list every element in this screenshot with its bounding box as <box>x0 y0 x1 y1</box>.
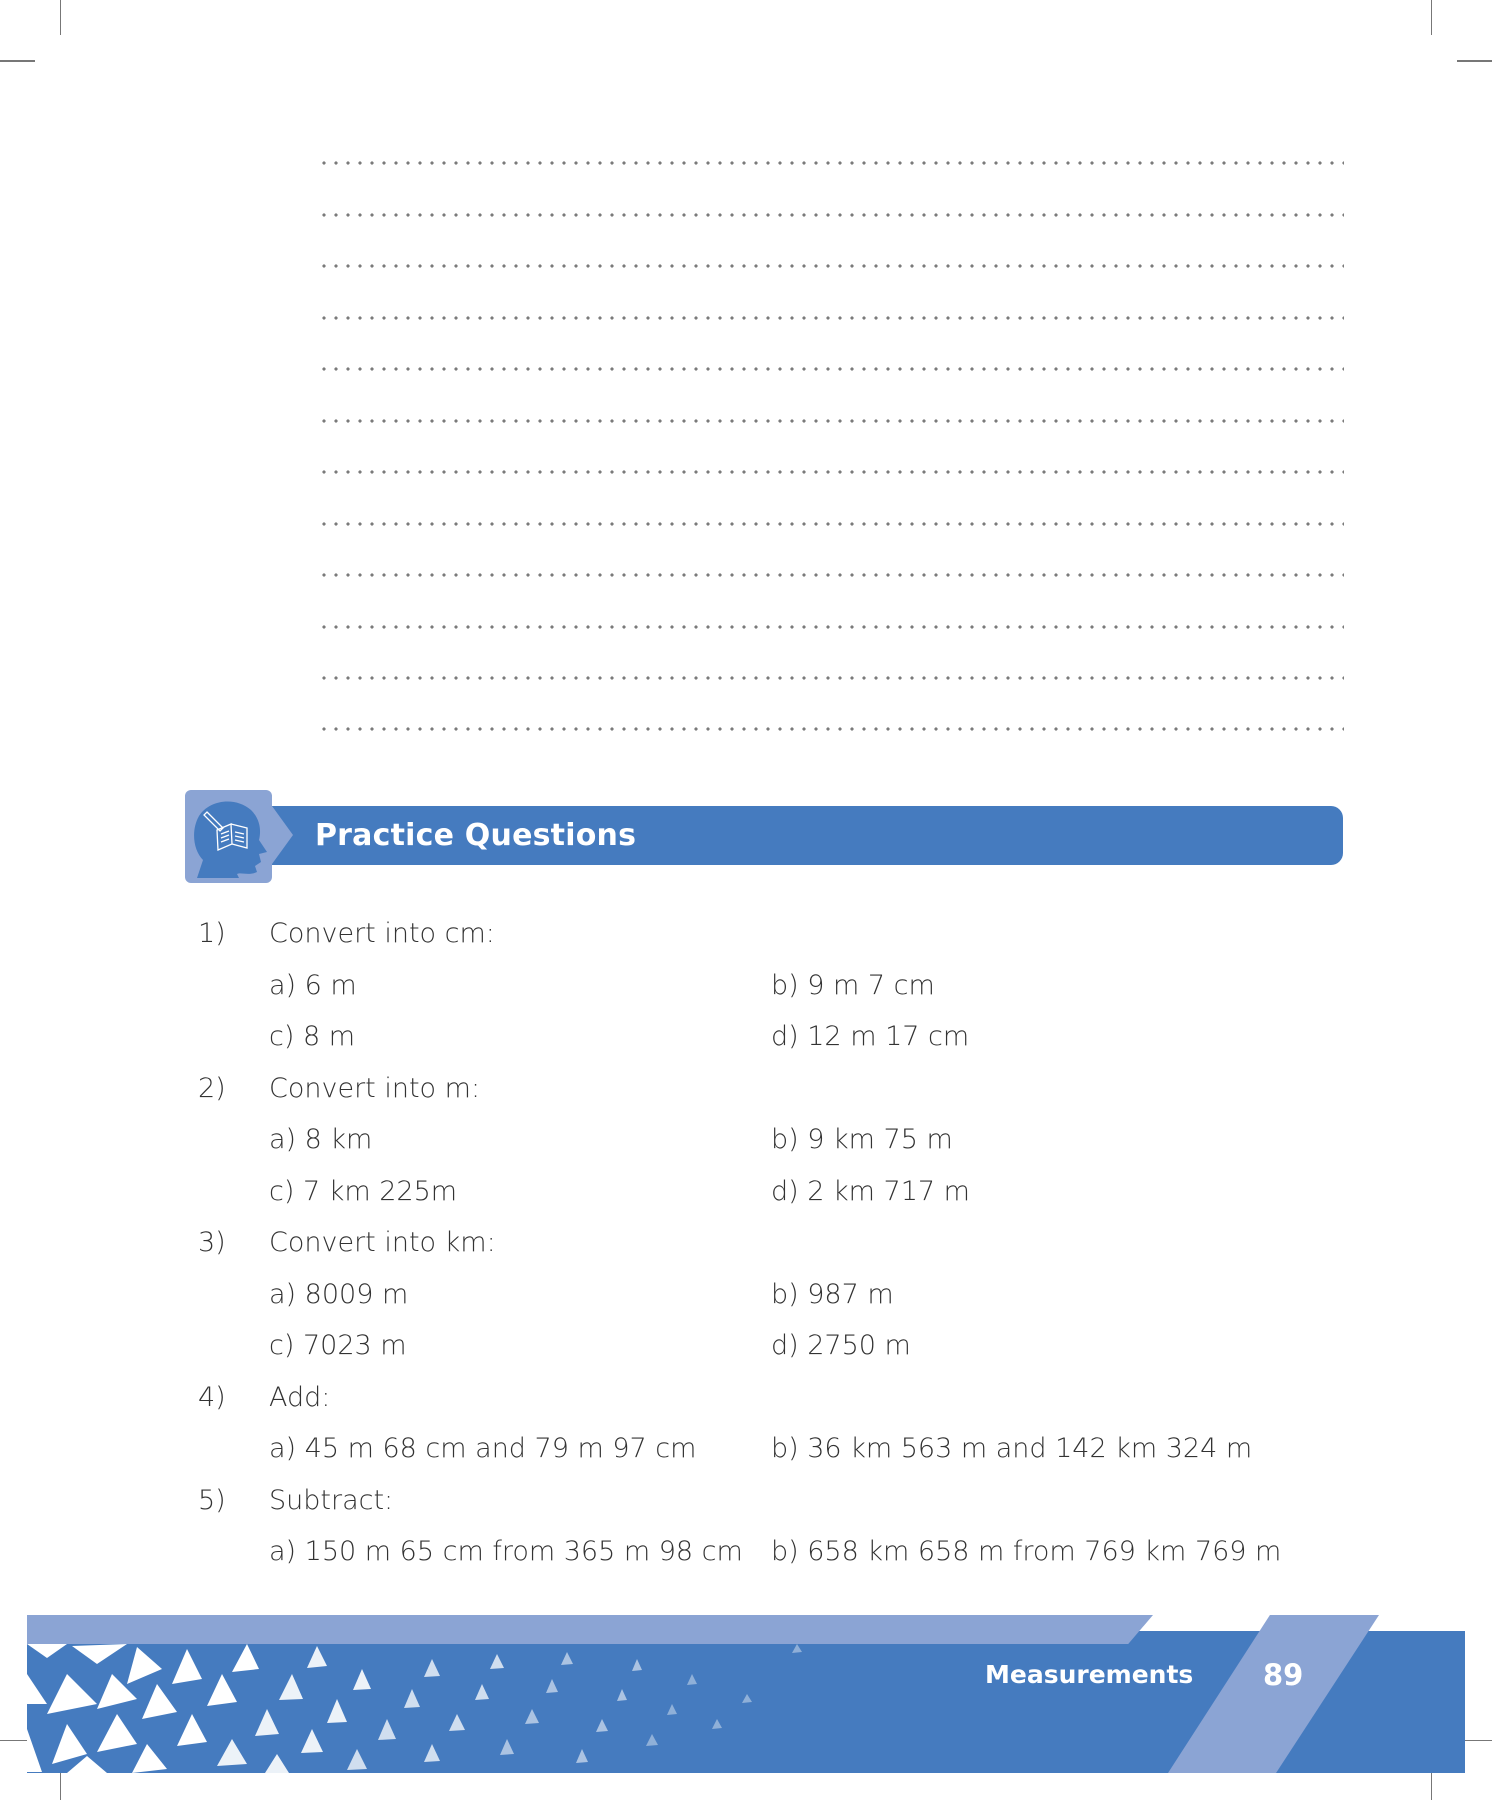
question-number: 4) <box>198 1382 226 1413</box>
answer-line[interactable] <box>318 264 1344 268</box>
banner-arrow <box>272 806 293 864</box>
question-item: c) 7 km 225m <box>269 1176 458 1207</box>
question-item: c) 8 m <box>269 1021 356 1052</box>
question-prompt: Add: <box>269 1382 331 1413</box>
answer-line[interactable] <box>318 419 1344 423</box>
answer-line[interactable] <box>318 161 1344 165</box>
head-reading-book-icon <box>185 790 272 883</box>
answer-line[interactable] <box>318 676 1344 680</box>
answer-line[interactable] <box>318 316 1344 320</box>
question-number: 1) <box>198 918 226 949</box>
question-number: 3) <box>198 1227 226 1258</box>
crop-mark <box>1431 0 1432 35</box>
question-item: a) 8009 m <box>269 1279 409 1310</box>
answer-line[interactable] <box>318 625 1344 629</box>
page-footer <box>27 1615 1465 1773</box>
footer-stripe <box>27 1615 1153 1644</box>
section-title: Practice Questions <box>315 818 637 853</box>
question-item: d) 2750 m <box>771 1330 911 1361</box>
question-item: a) 6 m <box>269 970 357 1001</box>
question-prompt: Convert into cm: <box>269 918 495 949</box>
question-item: d) 12 m 17 cm <box>771 1021 970 1052</box>
triangle-pattern <box>27 1644 847 1773</box>
question-prompt: Subtract: <box>269 1485 394 1516</box>
question-item: b) 9 m 7 cm <box>771 970 935 1001</box>
question-number: 2) <box>198 1073 226 1104</box>
chapter-title: Measurements <box>985 1660 1194 1689</box>
question-item: b) 987 m <box>771 1279 894 1310</box>
crop-mark <box>0 60 35 62</box>
question-number: 5) <box>198 1485 226 1516</box>
question-prompt: Convert into km: <box>269 1227 496 1258</box>
question-item: c) 7023 m <box>269 1330 407 1361</box>
answer-line[interactable] <box>318 367 1344 371</box>
question-item: a) 45 m 68 cm and 79 m 97 cm <box>269 1433 697 1464</box>
answer-line[interactable] <box>318 522 1344 526</box>
question-prompt: Convert into m: <box>269 1073 481 1104</box>
answer-line[interactable] <box>318 213 1344 217</box>
page-number: 89 <box>1263 1658 1304 1692</box>
crop-mark <box>60 0 61 35</box>
question-item: b) 658 km 658 m from 769 km 769 m <box>771 1536 1282 1567</box>
question-item: b) 36 km 563 m and 142 km 324 m <box>771 1433 1253 1464</box>
answer-line[interactable] <box>318 470 1344 474</box>
question-item: d) 2 km 717 m <box>771 1176 970 1207</box>
answer-line[interactable] <box>318 573 1344 577</box>
crop-mark <box>1457 60 1492 62</box>
question-item: a) 8 km <box>269 1124 373 1155</box>
question-item: a) 150 m 65 cm from 365 m 98 cm <box>269 1536 743 1567</box>
question-item: b) 9 km 75 m <box>771 1124 953 1155</box>
answer-line[interactable] <box>318 727 1344 731</box>
